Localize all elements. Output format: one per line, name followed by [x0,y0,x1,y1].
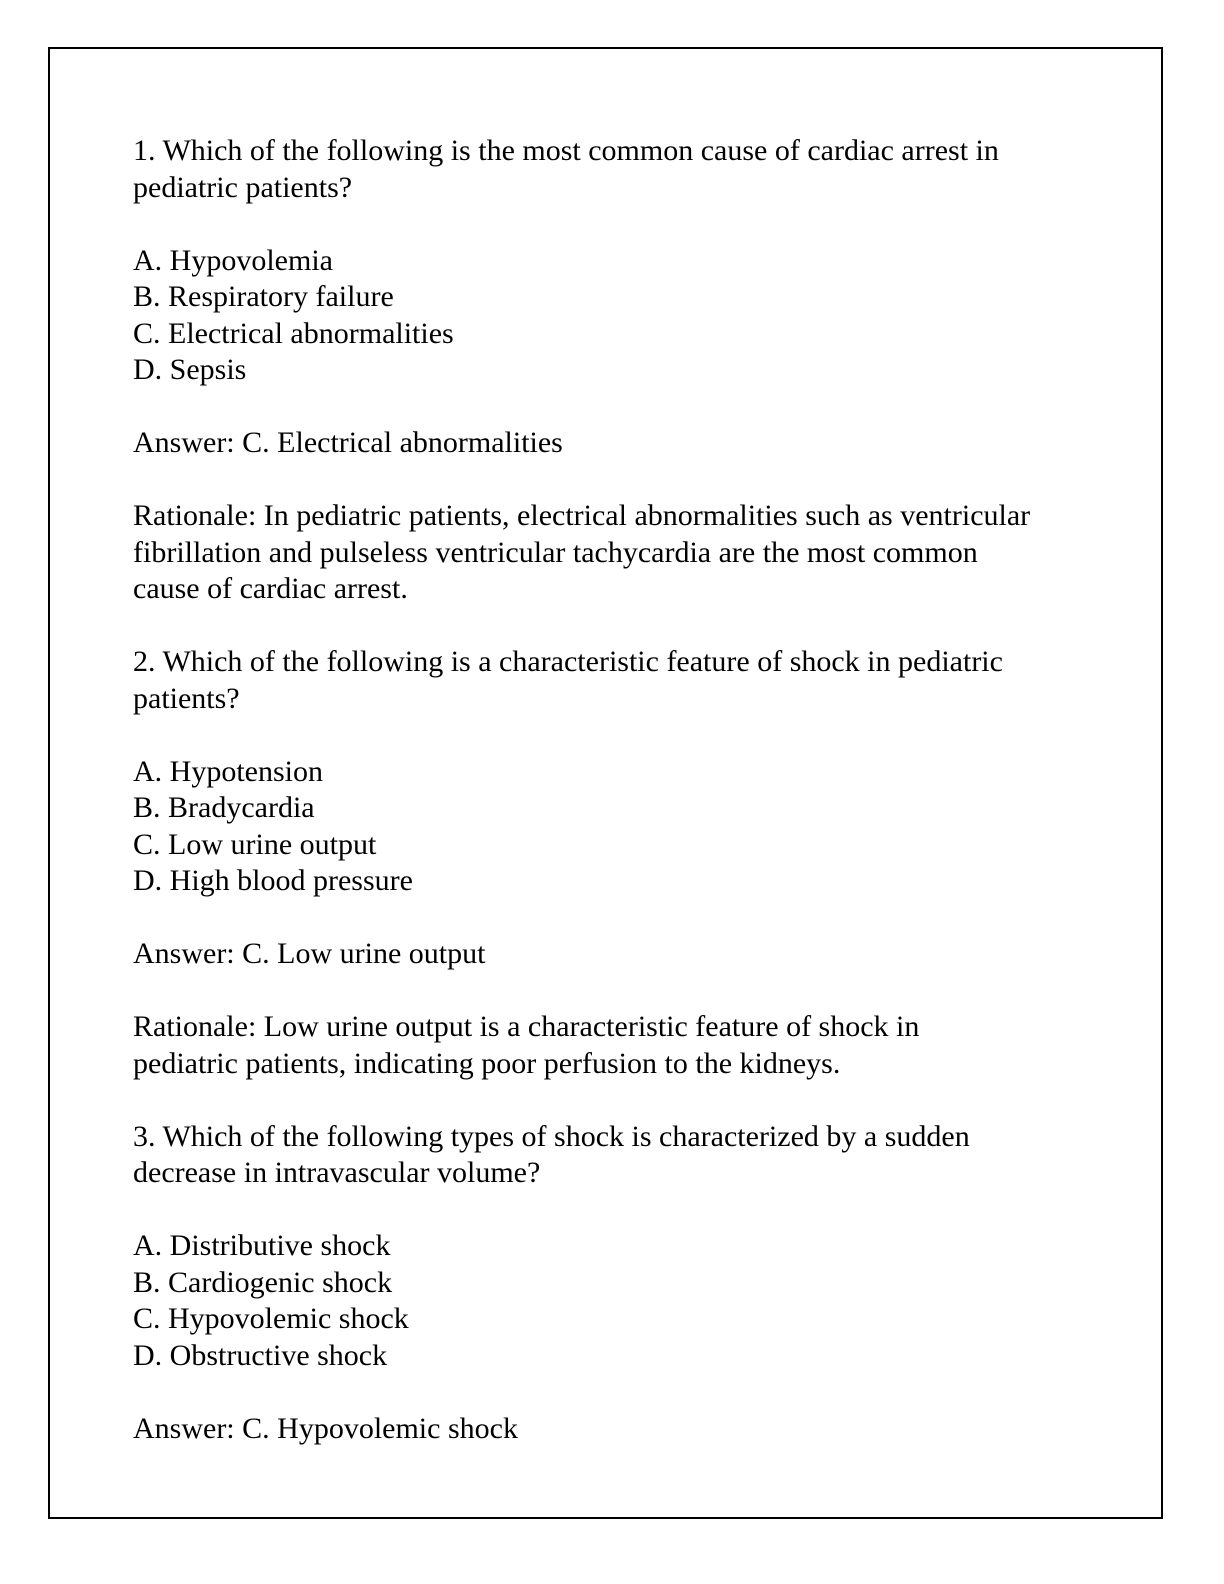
question-line: 2. Which of the following is a characteristic feature of shock in pediatric [133,645,1003,678]
option-a: A. Hypotension [133,754,323,788]
question-1-text [133,133,1123,206]
question-1-answer [133,425,1123,462]
option-b: B. Respiratory failure [133,280,394,313]
option-d: D. Sepsis [133,353,247,386]
question-1-options [133,243,1123,389]
rationale-line: fibrillation and pulseless ventricular tachycardia are the most common [133,535,978,569]
option-a: A. Hypovolemia [133,243,333,277]
option-d: D. High blood pressure [133,864,413,897]
option-c: C. Electrical abnormalities [133,316,454,350]
option-b: B. Cardiogenic shock [133,1265,393,1299]
document-body [133,133,1123,1484]
option-d: D. Obstructive shock [133,1338,388,1372]
rationale-line: cause of cardiac arrest. [133,572,408,605]
answer-line: Answer: C. Electrical abnormalities [133,426,563,459]
question-3-answer [133,1411,1123,1448]
question-3-options [133,1228,1123,1374]
question-line: patients? [133,681,240,715]
option-c: C. Hypovolemic shock [133,1302,409,1335]
rationale-line: pediatric patients, indicating poor perfusion to the kidneys. [133,1046,841,1080]
question-2-rationale [133,1009,1123,1082]
question-line: 1. Which of the following is the most common cause of cardiac arrest in [133,134,999,167]
question-2-answer [133,936,1123,973]
option-c: C. Low urine output [133,827,377,861]
question-line: pediatric patients? [133,170,353,204]
rationale-line: Rationale: Low urine output is a characteristic feature of shock in [133,1010,920,1043]
answer-line: Answer: C. Hypovolemic shock [133,1411,518,1445]
rationale-line: Rationale: In pediatric patients, electrical abnormalities such as ventricular [133,499,1031,532]
option-b: B. Bradycardia [133,791,315,824]
question-1-rationale [133,498,1123,608]
question-line: decrease in intravascular volume? [133,1156,541,1189]
question-3-text [133,1119,1123,1192]
question-2-options [133,754,1123,900]
option-a: A. Distributive shock [133,1229,391,1262]
question-2-text [133,644,1123,717]
question-line: 3. Which of the following types of shock is characterized by a sudden [133,1119,970,1153]
answer-line: Answer: C. Low urine output [133,937,486,970]
